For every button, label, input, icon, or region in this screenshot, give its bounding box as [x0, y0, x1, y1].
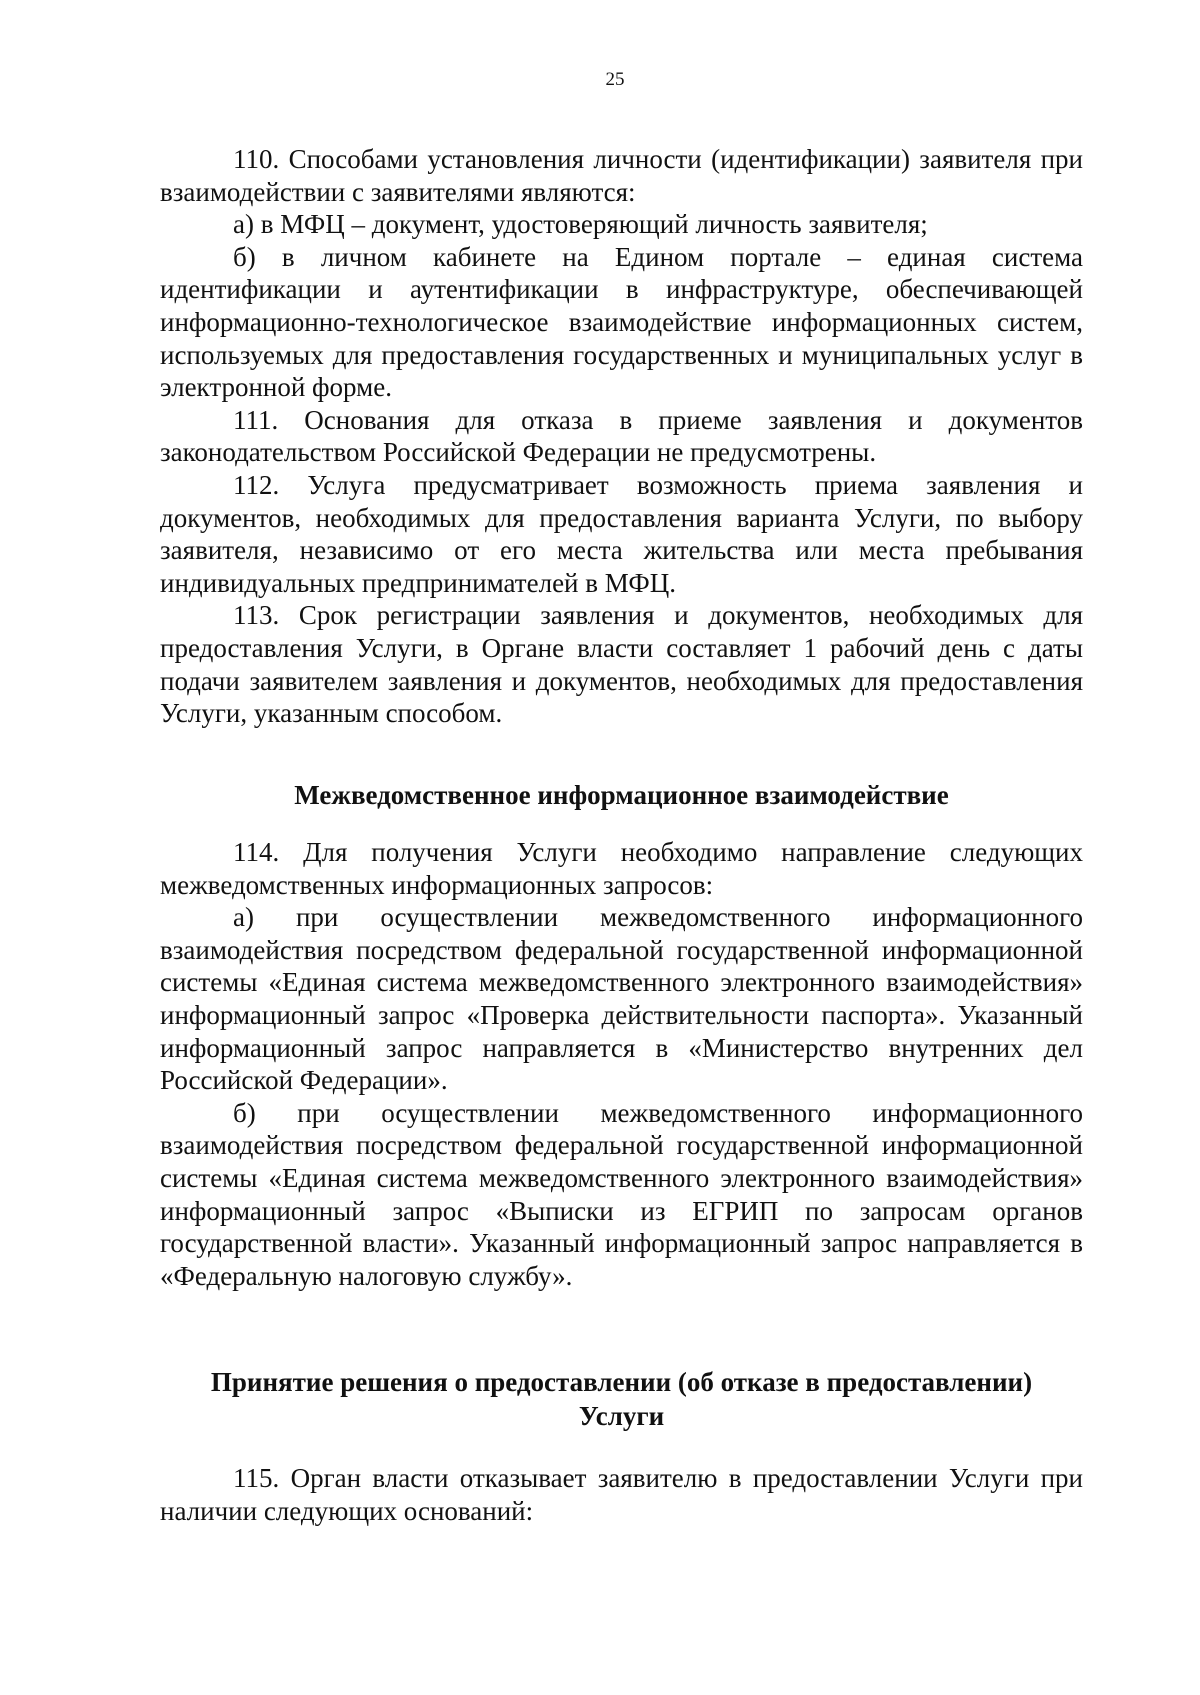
- paragraph-114-a: а) при осуществлении межведомственного информационного взаимодействия посредством федеральной государственной информационной системы «Единая система межведомственного электронного взаимодействия» информационный запрос «Проверка действительности паспорта». Указанный информационный запрос направляется в «Министерство внутренних дел Российской Федерации».: [160, 902, 1083, 1096]
- section-interagency-requests: [160, 836, 1083, 1292]
- paragraph-112: 112. Услуга предусматривает возможность приема заявления и документов, необходимых для предоставления варианта Услуги, по выбору заявителя, независимо от его места жительства или места пребывания индивидуальных предпринимателей в МФЦ.: [160, 469, 1083, 598]
- paragraph-113: 113. Срок регистрации заявления и документов, необходимых для предоставления Услуги, в Органе власти составляет 1 рабочий день с даты подачи заявителем заявления и документов, необходимых для предоставления Услуги, указанным способом.: [160, 600, 1083, 729]
- paragraph-114: 114. Для получения Услуги необходимо направление следующих межведомственных информационных запросов:: [160, 837, 1083, 900]
- section-identification: [160, 143, 1083, 730]
- page-number: 25: [605, 69, 625, 90]
- heading-decision-line-2: Услуги: [578, 1401, 665, 1431]
- heading-interagency-interaction: Межведомственное информационное взаимодействие: [294, 780, 949, 810]
- heading-decision: [160, 1365, 1083, 1433]
- section-refusal-grounds: [160, 1462, 1083, 1527]
- paragraph-110: 110. Способами установления личности (идентификации) заявителя при взаимодействии с заявителями являются:: [160, 144, 1083, 207]
- paragraph-110-a: а) в МФЦ – документ, удостоверяющий личность заявителя;: [233, 209, 928, 240]
- paragraph-110-b: б) в личном кабинете на Едином портале – единая система идентификации и аутентификации в инфраструктуре, обеспечивающей информационно-технологическое взаимодействие информационных систем, используемых для предоставления государственных и муниципальных услуг в электронной форме.: [160, 241, 1083, 403]
- paragraph-115: 115. Орган власти отказывает заявителю в предоставлении Услуги при наличии следующих оснований:: [160, 1463, 1083, 1526]
- heading-decision-line-1: Принятие решения о предоставлении (об отказе в предоставлении): [210, 1367, 1033, 1397]
- paragraph-111: 111. Основания для отказа в приеме заявления и документов законодательством Российской Федерации не предусмотрены.: [160, 404, 1083, 468]
- paragraph-114-b: б) при осуществлении межведомственного информационного взаимодействия посредством федеральной государственной информационной системы «Единая система межведомственного электронного взаимодействия» информационный запрос «Выписки из ЕГРИП по запросам органов государственной власти». Указанный информационный запрос направляется в «Федеральную налоговую службу».: [160, 1097, 1083, 1291]
